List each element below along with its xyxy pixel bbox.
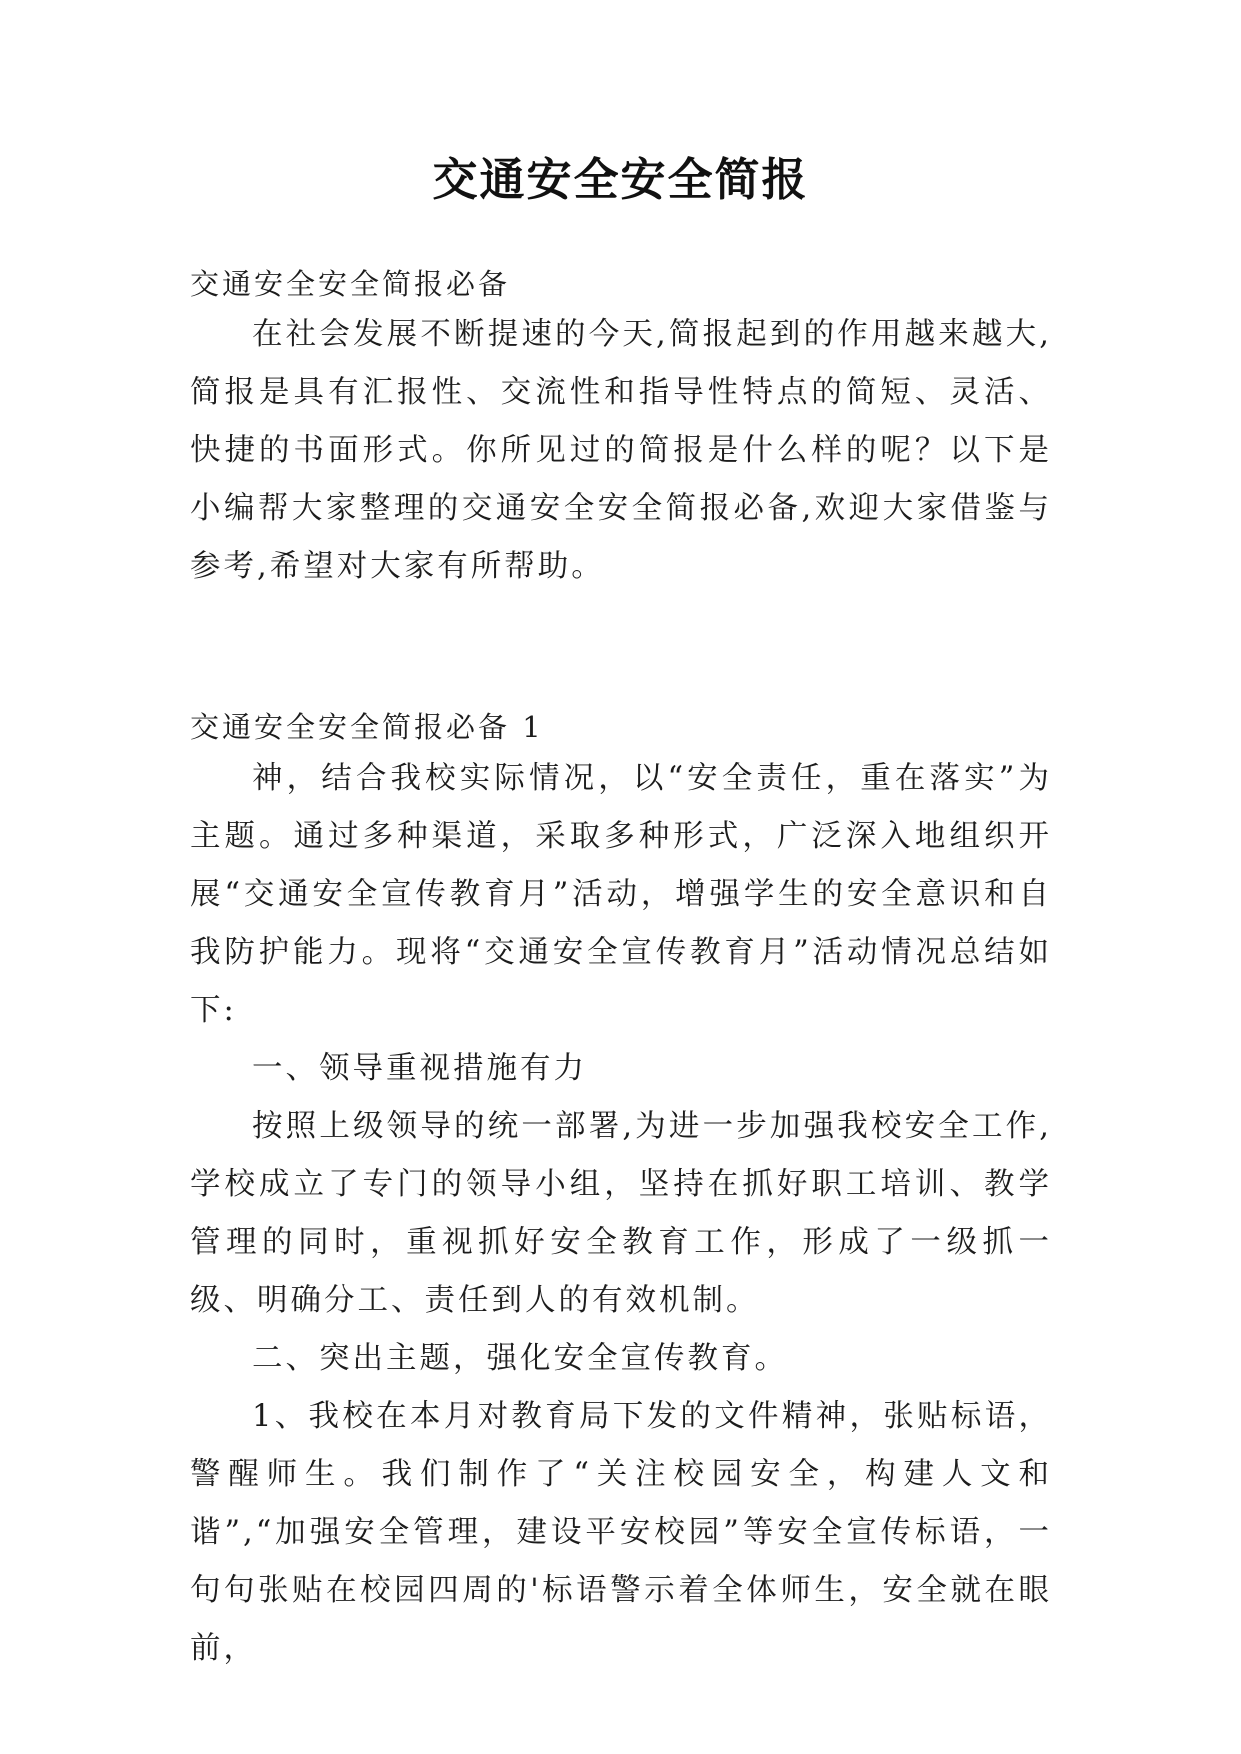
paragraph-intro-summary: 神，结合我校实际情况，以“安全责任，重在落实”为主题。通过多种渠道，采取多种形式，广泛深入地组织开展“交通安全宣传教育月”活动，增强学生的安全意识和自我防护能力。现将“交通安全宣传教育月”活动情况总结如下: xyxy=(190,761,1052,1028)
paragraph-heading-publicity: 二、突出主题，强化安全宣传教育。 xyxy=(252,1341,788,1376)
section1-heading: 交通安全安全简报必备 1 xyxy=(190,710,544,744)
intro-heading: 交通安全安全简报必备 xyxy=(190,267,511,301)
document-title: 交通安全安全简报 xyxy=(432,153,809,206)
section1-body xyxy=(190,750,1052,1678)
paragraph-heading-leadership: 一、领导重视措施有力 xyxy=(252,1051,587,1086)
paragraph-leadership-detail: 按照上级领导的统一部署,为进一步加强我校安全工作,学校成立了专门的领导小组，坚持在抓好职工培训、教学管理的同时，重视抓好安全教育工作，形成了一级抓一级、明确分工、责任到人的有效机制。 xyxy=(190,1109,1052,1318)
intro-section xyxy=(190,306,1052,596)
intro-paragraph: 在社会发展不断提速的今天,简报起到的作用越来越大,简报是具有汇报性、交流性和指导性特点的简短、灵活、快捷的书面形式。你所见过的简报是什么样的呢？以下是小编帮大家整理的交通安全安全简报必备,欢迎大家借鉴与参考,希望对大家有所帮助。 xyxy=(190,317,1052,584)
paragraph-publicity-detail: 1、我校在本月对教育局下发的文件精神，张贴标语，警醒师生。我们制作了“关注校园安全，构建人文和谐”,“加强安全管理，建设平安校园”等安全宣传标语，一句句张贴在校园四周的'标语警示着全体师生，安全就在眼前， xyxy=(190,1399,1052,1666)
